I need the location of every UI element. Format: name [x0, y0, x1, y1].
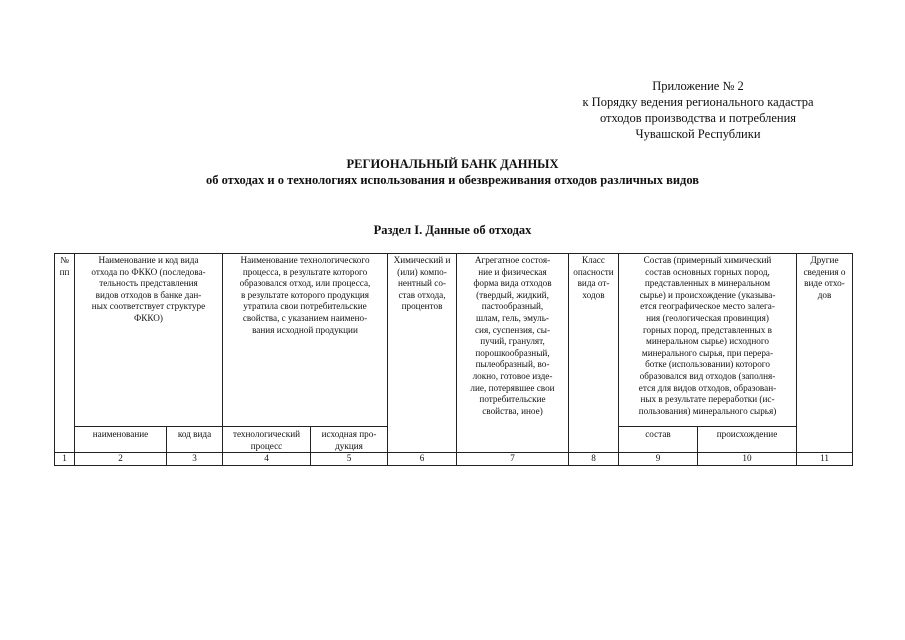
column-number: 7 [457, 453, 569, 466]
column-number: 2 [75, 453, 167, 466]
subheader-composition: состав [619, 427, 698, 453]
subheader-origin: происхождение [698, 427, 797, 453]
header-technological-process: Наименование технологического процесса, в результате которого образовался отход, или процесса, в результате которого продукция утратила свои потребительские свойства, с указанием наимено- вания исходной продукции [223, 254, 388, 427]
subheader-code: код вида [167, 427, 223, 453]
column-number: 11 [797, 453, 853, 466]
document-title-subtitle: об отходах и о технологиях использования и обезвреживания отходов различных видов [205, 173, 700, 187]
header-chemical-composition: Химический и (или) компо- нентный со- став отхода, процентов [388, 254, 457, 453]
subheader-tech-process: технологический процесс [223, 427, 311, 453]
subheader-name: наименование [75, 427, 167, 453]
appendix-title: Приложение № 2 [652, 79, 744, 93]
appendix-block [553, 78, 843, 142]
column-number: 1 [55, 453, 75, 466]
waste-data-table [54, 253, 853, 466]
header-other-info: Другие сведения о виде отхо- дов [797, 254, 853, 453]
document-title [0, 156, 905, 188]
subheader-source-product: исходная про- дукция [311, 427, 388, 453]
column-number: 5 [311, 453, 388, 466]
header-composition-origin: Состав (примерный химический состав основных горных пород, представленных в минеральном сырье) и происхождение (указыва- ется географическое место залега- ния (геологическая провинция) горных пород, представленных в минеральном сырье) исходного минерального сырья, при перера- ботке (использовании) которого образовался вид отходов (заполня- ется для видов отходов, образован- ных в результате переработки (ис- пользования) минерального сырья) [619, 254, 797, 427]
appendix-reference-line-1: к Порядку ведения регионального кадастра [582, 95, 814, 109]
appendix-reference-line-3: Чувашской Республики [635, 127, 761, 141]
header-aggregate-state: Агрегатное состоя- ние и физическая форма вида отходов (твердый, жидкий, пастообразный, шлам, гель, эмуль- сия, суспензия, сы- пучий, гранулят, порошкообразный, пылеобразный, во- локно, готовое изде- лие, потерявшее свои потребительские свойства, иное) [457, 254, 569, 453]
column-number: 6 [388, 453, 457, 466]
column-number: 10 [698, 453, 797, 466]
header-number: № пп [55, 254, 75, 453]
section-title: Раздел I. Данные об отходах [373, 223, 532, 237]
column-number: 9 [619, 453, 698, 466]
table-header-row [55, 254, 853, 427]
column-number-row [55, 453, 853, 466]
column-number: 4 [223, 453, 311, 466]
document-title-main: РЕГИОНАЛЬНЫЙ БАНК ДАННЫХ [346, 157, 559, 171]
column-number: 3 [167, 453, 223, 466]
header-ffko-name-code: Наименование и код вида отхода по ФККО (последова- тельность представления видов отходов в банке дан- ных соответствует структуре ФККО) [75, 254, 223, 427]
column-number: 8 [569, 453, 619, 466]
appendix-reference-line-2: отходов производства и потребления [599, 111, 797, 125]
header-hazard-class: Класс опасности вида от- ходов [569, 254, 619, 453]
